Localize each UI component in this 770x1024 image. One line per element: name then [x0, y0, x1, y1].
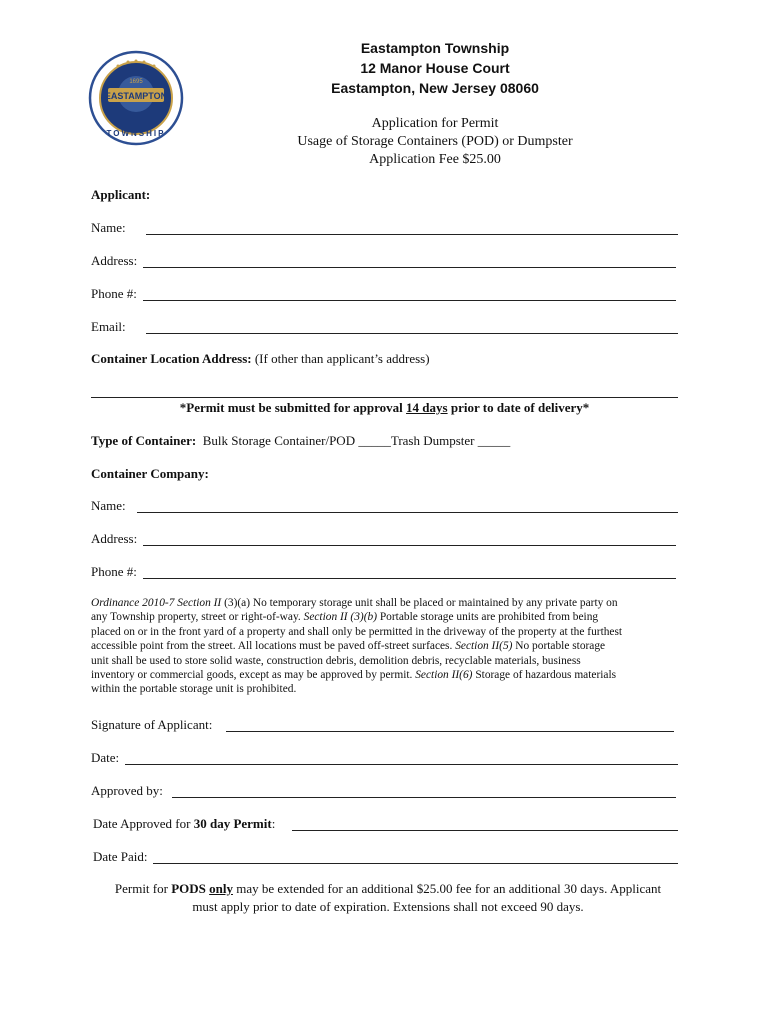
date-paid-label: Date Paid:	[93, 849, 148, 864]
company-name-field[interactable]	[137, 512, 678, 513]
notice-days: 14 days	[406, 400, 448, 415]
ordinance-text: (3)(a) No temporary storage unit shall be placed or maintained by any private party on	[221, 597, 618, 609]
extension-only: only	[209, 881, 233, 896]
township-seal	[88, 50, 184, 146]
date-approved-bold: 30 day Permit	[193, 816, 272, 831]
approved-by-label: Approved by:	[91, 783, 163, 798]
ordinance-ref: Section II(6)	[415, 669, 473, 682]
container-location-label-bold: Container Location Address:	[91, 351, 252, 366]
option-pod-label: Bulk Storage Container/POD	[202, 433, 356, 448]
option-dumpster-blank[interactable]: _____	[477, 433, 511, 448]
option-dumpster-label: Trash Dumpster	[390, 433, 475, 448]
notice-pre: *Permit must be submitted for approval	[179, 400, 407, 415]
extension-pre: Permit for	[114, 881, 172, 896]
extension-post: may be extended for an additional $25.00 fee for an additional 30 days. Applicant	[232, 881, 662, 896]
extension-pods: PODS	[171, 881, 206, 896]
applicant-name-label: Name:	[91, 220, 126, 235]
ordinance-text: inventory or commercial goods, except as may be approved by permit.	[91, 669, 416, 682]
applicant-name-field[interactable]	[146, 234, 678, 235]
application-fee: Application Fee $25.00	[369, 152, 501, 167]
container-location-label	[91, 351, 430, 367]
ordinance-text: any Township property, street or right-of-way.	[91, 611, 304, 624]
company-phone-field[interactable]	[143, 578, 676, 579]
ordinance-text: No portable storage	[512, 640, 606, 653]
company-phone-label: Phone #:	[91, 564, 137, 579]
container-location-field[interactable]	[91, 397, 678, 398]
company-address-field[interactable]	[143, 545, 676, 546]
ordinance-ref: Section II (3)(b)	[303, 611, 377, 624]
notice-post: prior to date of delivery*	[447, 400, 590, 415]
township-street: 12 Manor House Court	[360, 60, 510, 76]
township-name: Eastampton Township	[360, 40, 510, 56]
date-field[interactable]	[125, 764, 678, 765]
applicant-email-label: Email:	[91, 319, 126, 334]
ordinance-text: within the portable storage unit is prohibited.	[91, 683, 297, 696]
date-approved-pre: Date Approved for	[93, 816, 194, 831]
signature-field[interactable]	[226, 731, 674, 732]
date-label: Date:	[91, 750, 120, 765]
form-title: Application for Permit	[371, 116, 499, 131]
applicant-heading: Applicant:	[91, 187, 151, 202]
applicant-phone-label: Phone #:	[91, 286, 137, 301]
date-paid-field[interactable]	[153, 863, 678, 864]
ordinance-text: placed on or in the front yard of a property and shall only be permitted in the driveway of the property at the furthest	[91, 625, 623, 638]
container-type-label: Type of Container:	[91, 433, 197, 448]
submission-notice	[91, 400, 678, 416]
date-approved-label	[93, 816, 275, 832]
ordinance-paragraph	[91, 596, 691, 697]
applicant-address-field[interactable]	[143, 267, 676, 268]
svg-text:EASTAMPTON: EASTAMPTON	[104, 91, 168, 101]
container-location-note: (If other than applicant’s address)	[251, 351, 430, 366]
applicant-phone-field[interactable]	[143, 300, 676, 301]
svg-text:1695: 1695	[129, 79, 143, 85]
form-subtitle: Usage of Storage Containers (POD) or Dumpster	[297, 134, 573, 149]
ordinance-text: unit shall be used to store solid waste, construction debris, demolition debris, recyclable materials, business	[91, 654, 581, 667]
applicant-address-label: Address:	[91, 253, 138, 268]
approved-by-field[interactable]	[172, 797, 676, 798]
extension-note	[88, 880, 688, 916]
extension-line2: must apply prior to date of expiration. Extensions shall not exceed 90 days.	[192, 899, 584, 914]
option-pod-blank[interactable]: _____	[358, 433, 391, 448]
ordinance-text: accessible point from the street. All locations must be paved off-street surfaces.	[91, 640, 456, 653]
ordinance-ref: Section II(5)	[455, 640, 513, 653]
svg-text:TOWNSHIP: TOWNSHIP	[106, 129, 166, 138]
company-heading: Container Company:	[91, 466, 209, 481]
company-name-label: Name:	[91, 498, 126, 513]
signature-label: Signature of Applicant:	[91, 717, 213, 732]
company-address-label: Address:	[91, 531, 138, 546]
container-type-row	[91, 433, 510, 449]
date-approved-field[interactable]	[292, 830, 678, 831]
township-city: Eastampton, New Jersey 08060	[331, 80, 539, 96]
ordinance-text: Portable storage units are prohibited from being	[377, 611, 599, 624]
applicant-email-field[interactable]	[146, 333, 678, 334]
ordinance-text: Storage of hazardous materials	[472, 669, 617, 682]
date-approved-post: :	[271, 816, 276, 831]
ordinance-ref: Ordinance 2010-7 Section II	[91, 597, 222, 609]
